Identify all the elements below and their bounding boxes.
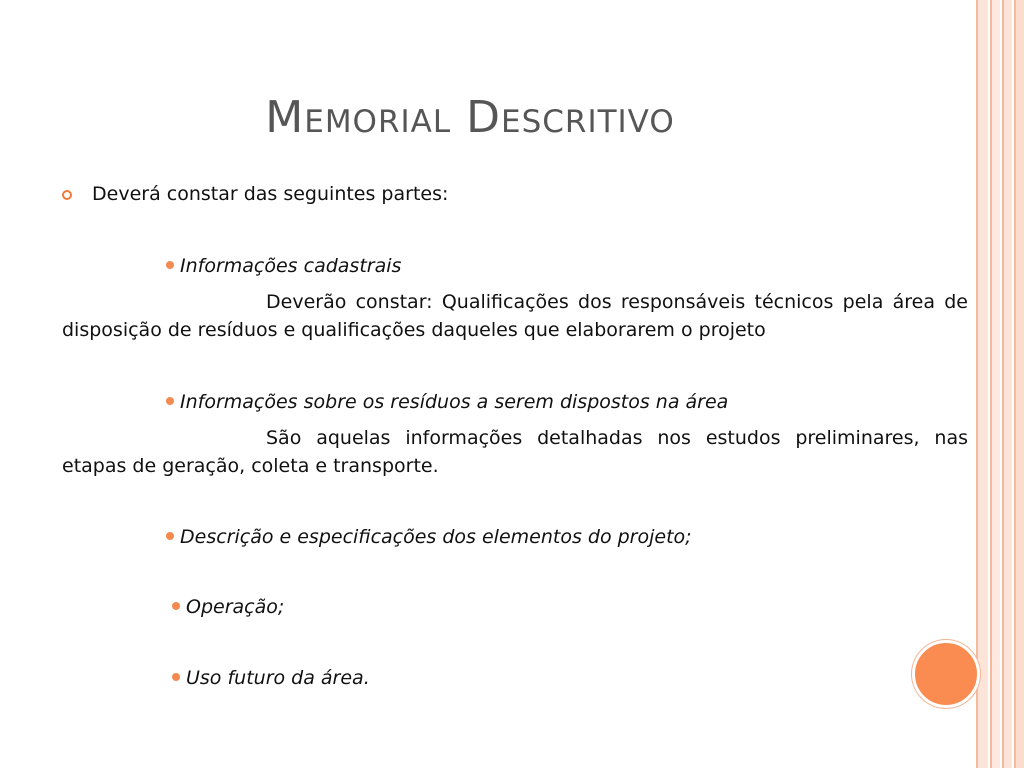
stripe <box>990 0 1000 768</box>
bullet-dot-icon <box>166 261 174 269</box>
list-item-heading: Informações sobre os resíduos a serem dispostos na área <box>166 388 968 416</box>
slide-content <box>62 180 968 692</box>
main-bullet <box>62 180 968 208</box>
stripe <box>1014 0 1024 768</box>
list-item-heading: Operação; <box>172 593 968 621</box>
list-item-text: São aquelas informações detalhadas nos estudos preliminares, nas etapas de geração, coleta e transporte. <box>62 427 968 477</box>
list-item-heading: Informações cadastrais <box>166 252 968 280</box>
stripe <box>976 0 988 768</box>
bullet-dot-icon <box>166 397 174 405</box>
slide-title: Memorial Descritivo <box>265 92 675 143</box>
bullet-dot-icon <box>172 673 180 681</box>
list-item-heading: Descrição e especificações dos elementos do projeto; <box>166 523 968 551</box>
ring-bullet-icon <box>62 190 72 200</box>
bullet-dot-icon <box>166 532 174 540</box>
bullet-dot-icon <box>172 602 180 610</box>
list-item-heading: Uso futuro da área. <box>172 664 968 692</box>
intro-text: Deverá constar das seguintes partes: <box>92 183 449 205</box>
stripe <box>1002 0 1012 768</box>
list-item-text: Deverão constar: Qualificações dos responsáveis técnicos pela área de disposição de resíduos e qualificações daqueles que elaborarem o projeto <box>62 291 968 341</box>
decorative-stripes <box>976 0 1024 768</box>
